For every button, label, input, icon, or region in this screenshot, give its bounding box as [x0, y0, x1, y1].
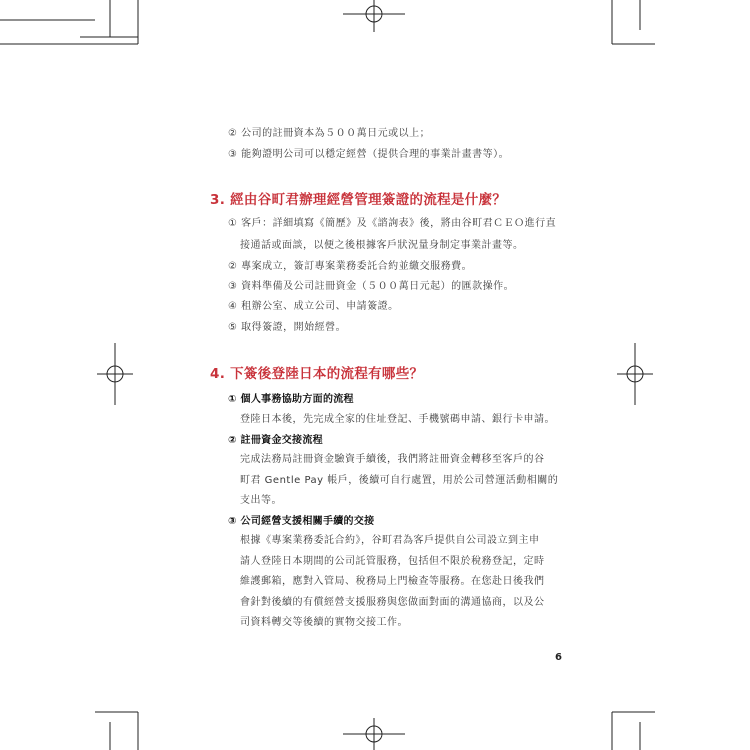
sub-2-line: 完成法務局註冊資金驗資手續後，我們將註冊資金轉移至客戶的谷 [240, 454, 545, 465]
sub-2-title: ② 註冊資金交接流程 [228, 435, 323, 446]
sub-3-title: ③ 公司經營支援相關手續的交接 [228, 516, 375, 527]
section-4-heading: 4. 下簽後登陸日本的流程有哪些？ [210, 366, 424, 382]
sub-3-line: 請人登陸日本期間的公司託管服務，包括但不限於稅務登記，定時 [240, 556, 545, 567]
section-3-line: ③ 資料準備及公司註冊資金（５００萬日元起）的匯款操作。 [228, 281, 515, 292]
section-3-heading: 3. 經由谷町君辦理經營管理簽證的流程是什麼？ [210, 192, 507, 208]
page-number: 6 [555, 652, 562, 663]
section-3-line: ⑤ 取得簽證，開始經營。 [228, 322, 347, 333]
sub-3-line: 維護郵箱，應對入管局、稅務局上門檢查等服務。在您赴日後我們 [240, 576, 545, 587]
intro-item-3: ③ 能夠證明公司可以穩定經營（提供合理的事業計畫書等）。 [228, 149, 510, 160]
intro-item-2: ② 公司的註冊資本為５００萬日元或以上； [228, 128, 431, 139]
section-3-line: ④ 租辦公室、成立公司、申請簽證。 [228, 301, 399, 312]
section-3-line: 接通話或面談，以便之後根據客戶狀況量身制定事業計畫等。 [240, 240, 524, 251]
sub-3-line: 司資料轉交等後續的實物交接工作。 [240, 617, 408, 628]
sub-1-line: 登陸日本後，先完成全家的住址登記、手機號碼申請、銀行卡申請。 [240, 414, 555, 425]
sub-2-line: 町君 Gentle Pay 帳戶，後續可自行處置，用於公司營運活動相關的 [240, 475, 559, 486]
sub-2-line: 支出等。 [240, 495, 282, 506]
sub-3-line: 會針對後續的有償經營支援服務與您做面對面的溝通協商，以及公 [240, 597, 545, 608]
sub-1-title: ① 個人事務協助方面的流程 [228, 394, 354, 405]
section-3-line: ② 專案成立，簽訂專案業務委託合約並繳交服務費。 [228, 261, 473, 272]
section-3-line: ① 客戶：詳細填寫《簡歷》及《諮詢表》後，將由谷町君ＣＥＯ進行直 [228, 218, 557, 229]
sub-3-line: 根據《專案業務委託合約》，谷町君為客戶提供自公司設立到主申 [240, 535, 540, 546]
